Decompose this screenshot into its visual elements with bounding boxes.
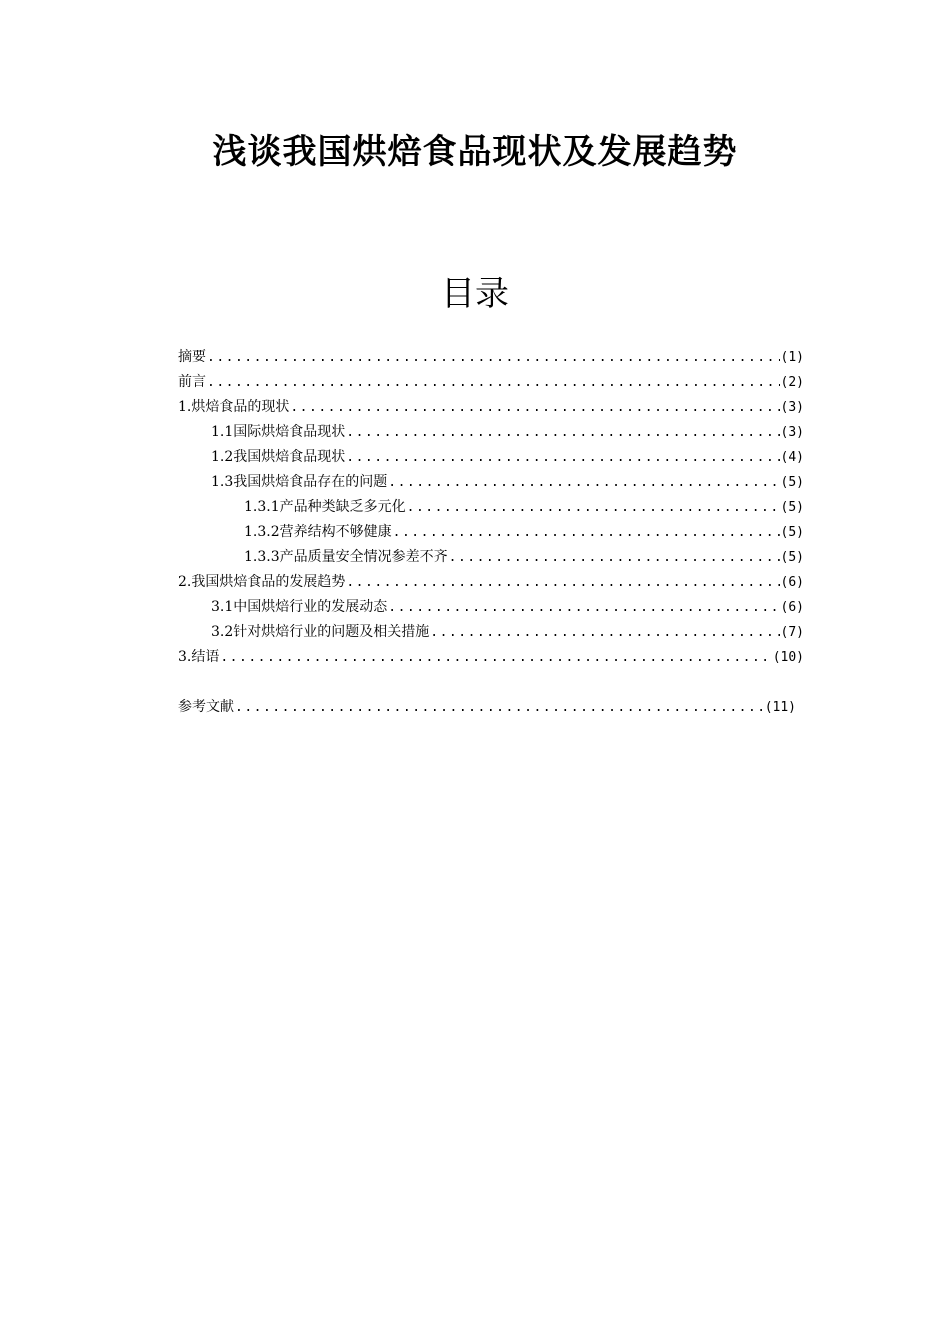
- toc-entry-conclusion[interactable]: [178, 645, 804, 670]
- table-of-contents: [178, 345, 804, 720]
- toc-entry-text: 1.3我国烘焙食品存在的问题: [211, 474, 388, 490]
- toc-entry-section-1-2[interactable]: [178, 445, 804, 470]
- document-title: 浅谈我国烘焙食品现状及发展趋势: [212, 132, 738, 172]
- toc-entry-page: (5): [780, 500, 804, 515]
- toc-entry-page: (7): [780, 625, 804, 640]
- toc-entry-text: 3.2针对烘焙行业的问题及相关措施: [211, 624, 430, 640]
- toc-entry-section-1-3-3[interactable]: [178, 545, 804, 570]
- toc-entry-section-2[interactable]: [178, 570, 804, 595]
- toc-entry-text: 1.2我国烘焙食品现状: [211, 449, 346, 465]
- toc-entry-text: 1.烘焙食品的现状: [178, 399, 290, 415]
- toc-entry-section-3-1[interactable]: [178, 595, 804, 620]
- toc-entry-preface[interactable]: [178, 370, 804, 395]
- toc-entry-page: (4): [780, 450, 804, 465]
- toc-leader-dots: [235, 695, 764, 720]
- toc-entry-text: 参考文献: [178, 699, 234, 715]
- toc-entry-abstract[interactable]: [178, 345, 804, 370]
- toc-leader-dots: [207, 370, 780, 395]
- toc-leader-dots: [388, 470, 779, 495]
- toc-entry-page: (10): [772, 650, 804, 665]
- toc-entry-section-1-3-1[interactable]: [178, 495, 804, 520]
- toc-entry-section-3-2[interactable]: [178, 620, 804, 645]
- toc-leader-dots: [346, 420, 779, 445]
- toc-leader-dots: [430, 620, 779, 645]
- toc-leader-dots: [346, 445, 779, 470]
- toc-entry-page: (3): [780, 400, 804, 415]
- toc-entry-text: 3.结语: [178, 649, 220, 665]
- toc-entry-text: 2.我国烘焙食品的发展趋势: [178, 574, 346, 590]
- toc-entry-page: (3): [780, 425, 804, 440]
- toc-leader-dots: [346, 570, 779, 595]
- toc-entry-page: (5): [780, 550, 804, 565]
- toc-entry-text: 前言: [178, 374, 206, 390]
- toc-entry-references[interactable]: [178, 695, 796, 720]
- toc-entry-section-1-3-2[interactable]: [178, 520, 804, 545]
- toc-entry-page: (6): [780, 575, 804, 590]
- toc-entry-section-1-1[interactable]: [178, 420, 804, 445]
- toc-entry-text: 1.1国际烘焙食品现状: [211, 424, 346, 440]
- toc-entry-text: 1.3.2营养结构不够健康: [244, 524, 392, 540]
- toc-leader-dots: [220, 645, 771, 670]
- toc-entry-text: 3.1中国烘焙行业的发展动态: [211, 599, 388, 615]
- toc-entry-page: (1): [780, 350, 804, 365]
- toc-entry-page: (5): [780, 525, 804, 540]
- toc-leader-dots: [407, 495, 780, 520]
- toc-entry-page: (6): [780, 600, 804, 615]
- toc-leader-dots: [388, 595, 779, 620]
- toc-leader-dots: [290, 395, 779, 420]
- toc-entry-page: (11): [764, 700, 796, 715]
- toc-entry-section-1[interactable]: [178, 395, 804, 420]
- toc-leader-dots: [207, 345, 780, 370]
- toc-entry-page: (5): [780, 475, 804, 490]
- toc-entry-section-1-3[interactable]: [178, 470, 804, 495]
- toc-entry-page: (2): [780, 375, 804, 390]
- toc-entry-text: 1.3.3产品质量安全情况参差不齐: [244, 549, 448, 565]
- toc-entry-text: 1.3.1产品种类缺乏多元化: [244, 499, 406, 515]
- toc-leader-dots: [449, 545, 780, 570]
- toc-heading: 目录: [441, 274, 509, 314]
- toc-leader-dots: [393, 520, 780, 545]
- toc-entry-text: 摘要: [178, 349, 206, 365]
